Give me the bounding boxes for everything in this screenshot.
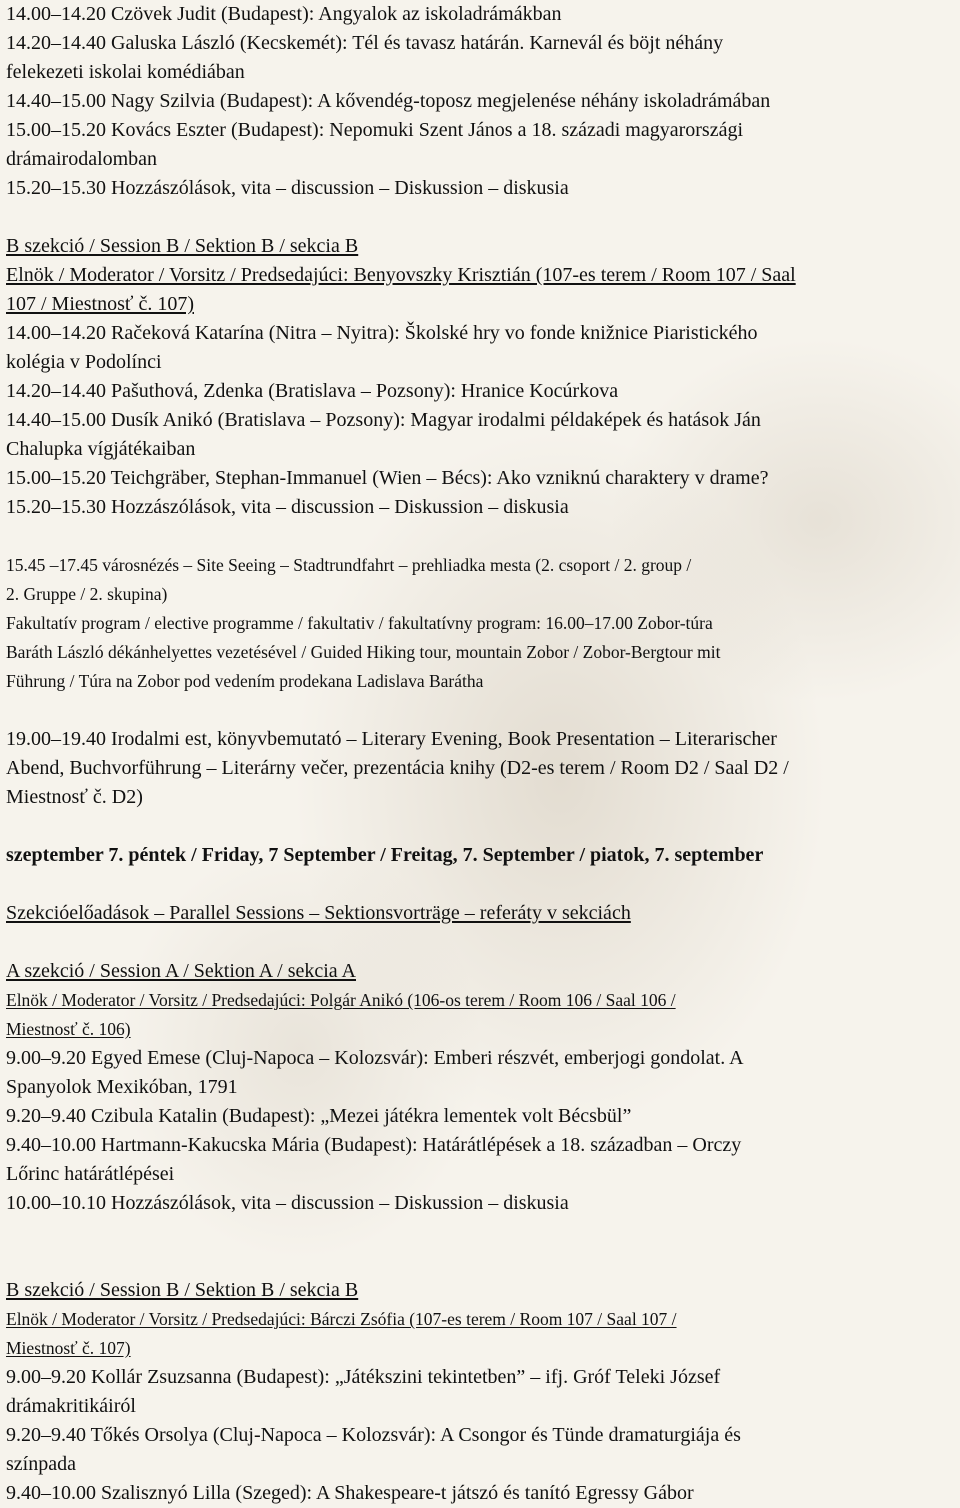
program-line: 14.20–14.40 Galuska László (Kecskemét): Tél és tavasz határán. Karnevál és böjt néhány	[6, 32, 724, 54]
program-line: kolégia v Podolínci	[6, 351, 162, 373]
day-heading: szeptember 7. péntek / Friday, 7 September / Freitag, 7. September / piatok, 7. september	[6, 844, 764, 866]
program-line: 14.00–14.20 Račeková Katarína (Nitra – Nyitra): Školské hry vo fonde knižnice Piaristického	[6, 322, 758, 344]
spacer	[6, 928, 954, 957]
program-line: 9.20–9.40 Czibula Katalin (Budapest): „Mezei játékra lementek volt Bécsbül”	[6, 1105, 632, 1127]
program-line: 10.00–10.10 Hozzászólások, vita – discussion – Diskussion – diskusia	[6, 1192, 569, 1214]
program-line: 9.20–9.40 Tőkés Orsolya (Cluj-Napoca – Kolozsvár): A Csongor és Tünde dramaturgiája és	[6, 1424, 741, 1446]
program-line: 14.40–15.00 Dusík Anikó (Bratislava – Pozsony): Magyar irodalmi példaképek és hatások Ján	[6, 409, 761, 431]
section-heading: Szekcióelőadások – Parallel Sessions – Sektionsvorträge – referáty v sekciách	[6, 902, 631, 924]
program-line: felekezeti iskolai komédiában	[6, 61, 245, 83]
program-line: 15.00–15.20 Kovács Eszter (Budapest): Nepomuki Szent János a 18. századi magyarországi	[6, 119, 744, 141]
spacer	[6, 696, 954, 725]
section-heading: Elnök / Moderator / Vorsitz / Predsedajúci: Bárczi Zsófia (107-es terem / Room 107 / Saal 107 /	[6, 1309, 677, 1329]
program-line: Fakultatív program / elective programme / fakultativ / fakultatívny program: 16.00–17.00 Zobor-túra	[6, 613, 713, 633]
program-line: Abend, Buchvorführung – Literárny večer, prezentácia knihy (D2-es terem / Room D2 / Saal D2 /	[6, 757, 789, 779]
section-heading: B szekció / Session B / Sektion B / sekcia B	[6, 235, 359, 257]
program-line: 14.00–14.20 Czövek Judit (Budapest): Angyalok az iskoladrámákban	[6, 3, 562, 25]
spacer	[6, 1218, 954, 1247]
program-line: Chalupka vígjátékaiban	[6, 438, 196, 460]
program-line: 9.40–10.00 Szalisznyó Lilla (Szeged): A Shakespeare-t játszó és tanító Egressy Gábor	[6, 1482, 694, 1504]
section-heading: Elnök / Moderator / Vorsitz / Predsedajúci: Polgár Anikó (106-os terem / Room 106 / Saal 106 /	[6, 990, 676, 1010]
section-heading: Miestnosť č. 107)	[6, 1338, 131, 1358]
section-heading: A szekció / Session A / Sektion A / sekcia A	[6, 960, 356, 982]
program-line: 15.20–15.30 Hozzászólások, vita – discussion – Diskussion – diskusia	[6, 177, 569, 199]
section-heading: Miestnosť č. 106)	[6, 1019, 131, 1039]
section-heading: 107 / Miestnosť č. 107)	[6, 293, 194, 315]
program-line: 15.45 –17.45 városnézés – Site Seeing – Stadtrundfahrt – prehliadka mesta (2. csoport / 2. group /	[6, 555, 692, 575]
program-line: Führung / Túra na Zobor pod vedením prodekana Ladislava Barátha	[6, 671, 484, 691]
program-line: Spanyolok Mexikóban, 1791	[6, 1076, 238, 1098]
program-line: 9.00–9.20 Kollár Zsuzsanna (Budapest): „Játékszini tekintetben” – ifj. Gróf Teleki József	[6, 1366, 721, 1388]
section-heading: B szekció / Session B / Sektion B / sekcia B	[6, 1279, 359, 1301]
section-heading: Elnök / Moderator / Vorsitz / Predsedajúci: Benyovszky Krisztián (107-es terem / Room 107 / Saal	[6, 264, 796, 286]
spacer	[6, 1247, 954, 1276]
program-line: 19.00–19.40 Irodalmi est, könyvbemutató – Literary Evening, Book Presentation – Literarischer	[6, 728, 777, 750]
program-line: Baráth László dékánhelyettes vezetésével / Guided Hiking tour, mountain Zobor / Zobor-Bergtour mit	[6, 642, 721, 662]
spacer	[6, 522, 954, 551]
spacer	[6, 812, 954, 841]
program-line: 9.00–9.20 Egyed Emese (Cluj-Napoca – Kolozsvár): Emberi részvét, emberjogi gondolat. A	[6, 1047, 744, 1069]
spacer	[6, 203, 954, 232]
program-line: színpada	[6, 1453, 76, 1475]
program-line: 15.20–15.30 Hozzászólások, vita – discussion – Diskussion – diskusia	[6, 496, 569, 518]
program-line: 9.40–10.00 Hartmann-Kakucska Mária (Budapest): Határátlépések a 18. században – Orczy	[6, 1134, 742, 1156]
program-line: drámakritikáiról	[6, 1395, 136, 1417]
program-line: 14.40–15.00 Nagy Szilvia (Budapest): A kővendég-toposz megjelenése néhány iskoladrámában	[6, 90, 771, 112]
program-line: 14.20–14.40 Pašuthová, Zdenka (Bratislava – Pozsony): Hranice Kocúrkova	[6, 380, 619, 402]
program-line: Lőrinc határátlépései	[6, 1163, 175, 1185]
spacer	[6, 870, 954, 899]
program-line: 15.00–15.20 Teichgräber, Stephan-Immanuel (Wien – Bécs): Ako vzniknú charaktery v drame?	[6, 467, 769, 489]
program-line: 2. Gruppe / 2. skupina)	[6, 584, 168, 604]
program-line: Miestnosť č. D2)	[6, 786, 143, 808]
program-line: drámairodalomban	[6, 148, 158, 170]
